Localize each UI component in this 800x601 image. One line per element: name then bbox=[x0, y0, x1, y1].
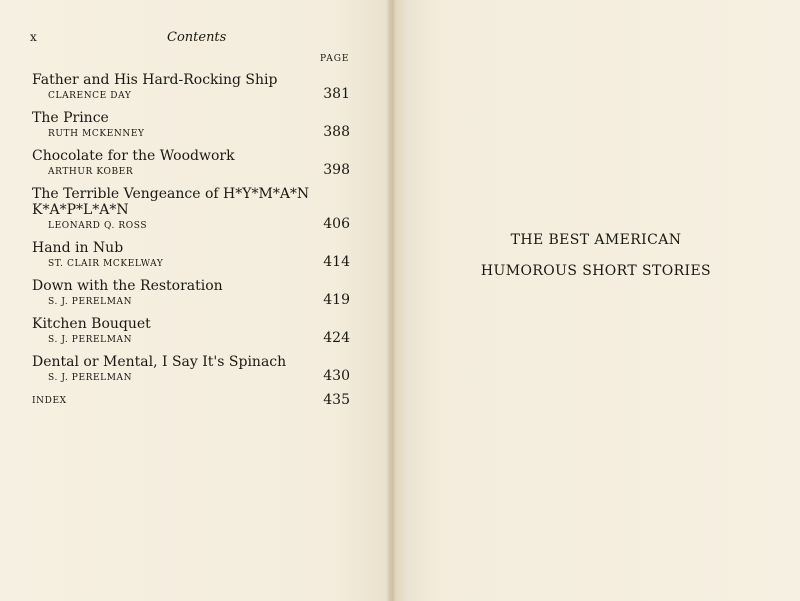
index-page-number: 435 bbox=[323, 392, 350, 408]
toc-entry bbox=[32, 186, 350, 232]
entry-page-number: 430 bbox=[323, 368, 350, 384]
running-head: Contents bbox=[167, 30, 227, 45]
entry-title: Father and His Hard-Rocking Ship bbox=[32, 72, 278, 88]
page-header bbox=[30, 30, 360, 46]
entry-title: Dental or Mental, I Say It's Spinach bbox=[32, 354, 287, 370]
entry-author: S. J. PERELMAN bbox=[48, 373, 133, 383]
entry-author: S. J. PERELMAN bbox=[48, 335, 133, 345]
toc-entry bbox=[32, 240, 350, 270]
book-title-line-2: HUMOROUS SHORT STORIES bbox=[480, 263, 712, 279]
entry-author: RUTH MCKENNEY bbox=[48, 129, 145, 139]
toc-entry bbox=[32, 72, 350, 102]
toc-entry bbox=[32, 148, 350, 178]
entry-author: LEONARD Q. ROSS bbox=[48, 221, 148, 231]
page-column-label: PAGE bbox=[320, 54, 350, 64]
toc-entry bbox=[32, 354, 350, 384]
toc-index-row bbox=[32, 392, 350, 408]
entry-title: The Prince bbox=[32, 110, 109, 126]
title-page bbox=[392, 0, 800, 601]
entry-page-number: 414 bbox=[323, 254, 350, 270]
book-gutter bbox=[386, 0, 396, 601]
entry-title: Hand in Nub bbox=[32, 240, 124, 256]
entry-page-number: 424 bbox=[323, 330, 350, 346]
entry-author: ST. CLAIR MCKELWAY bbox=[48, 259, 164, 269]
entry-author: S. J. PERELMAN bbox=[48, 297, 133, 307]
entry-title: Kitchen Bouquet bbox=[32, 316, 151, 332]
entry-page-number: 406 bbox=[323, 216, 350, 232]
index-label: INDEX bbox=[32, 396, 67, 406]
entry-title: Down with the Restoration bbox=[32, 278, 223, 294]
book-title-line-1: THE BEST AMERICAN bbox=[510, 232, 682, 248]
entry-page-number: 398 bbox=[323, 162, 350, 178]
toc-entry bbox=[32, 110, 350, 140]
toc-entry bbox=[32, 278, 350, 308]
entry-page-number: 419 bbox=[323, 292, 350, 308]
entry-title: The Terrible Vengeance of H*Y*M*A*N K*A*P*L*A*N bbox=[32, 186, 310, 218]
toc-entry bbox=[32, 316, 350, 346]
entry-page-number: 388 bbox=[323, 124, 350, 140]
table-of-contents bbox=[32, 72, 350, 408]
entry-title: Chocolate for the Woodwork bbox=[32, 148, 235, 164]
contents-page bbox=[0, 0, 392, 601]
entry-page-number: 381 bbox=[323, 86, 350, 102]
page-folio: x bbox=[30, 30, 37, 44]
entry-author: CLARENCE DAY bbox=[48, 91, 132, 101]
entry-author: ARTHUR KOBER bbox=[48, 167, 134, 177]
